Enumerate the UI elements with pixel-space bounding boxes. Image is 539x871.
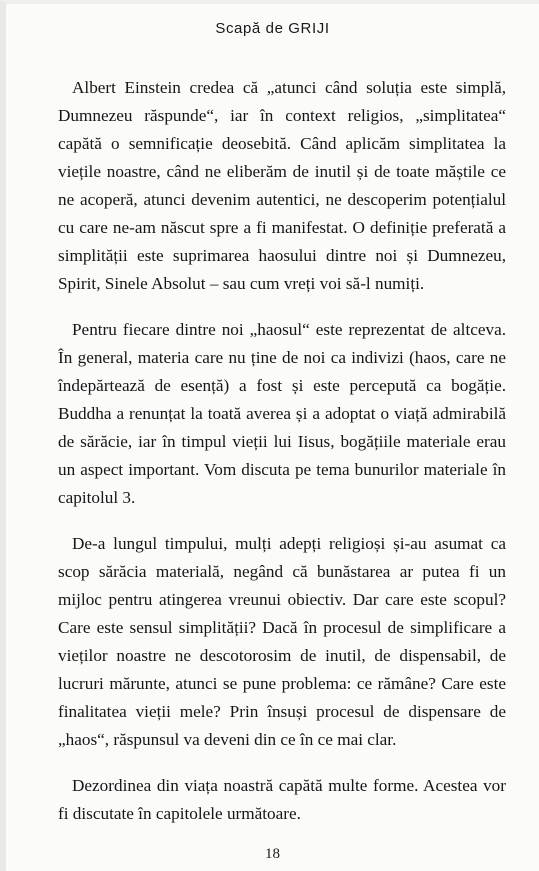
body-text [58,74,506,846]
paragraph-4: Dezordinea din viața noastră capătă multe forme. Acestea vor fi discutate în capitolele următoare. [58,776,506,823]
paragraph-2: Pentru fiecare dintre noi „haosul“ este reprezentat de altceva. În general, materia care nu ține de noi ca indivizi (haos, care ne îndepărtează de esență) a fost și este percepută ca bogăție. Buddha a renunțat la toată averea și a adoptat o viață admirabilă de sărăcie, iar în timpul vieții lui Iisus, bogățiile materiale erau un aspect important. Vom discuta pe tema bunurilor materiale în capitolul 3. [58,320,506,507]
paragraph-1: Albert Einstein credea că „atunci când soluția este simplă, Dumnezeu răspunde“, iar în context religios, „simplitatea“ capătă o semnificație deosebită. Când aplicăm simplitatea la viețile noastre, când ne eliberăm de inutil și de toate măștile ce ne acoperă, atunci devenim autentici, ne descoperim potențialul cu care ne-am născut spre a fi manifestat. O definiție preferată a simplității este suprimarea haosului dintre noi și Dumnezeu, Spirit, Sinele Absolut – sau cum vreți voi să-l numiți. [58,78,506,293]
running-header: Scapă de GRIJI [215,20,330,37]
paragraph-3: De-a lungul timpului, mulți adepți religioși și-au asumat ca scop sărăcia materială, negând că bunăstarea ar putea fi un mijloc pentru atingerea vreunui obiectiv. Dar care este scopul? Care este sensul simplității? Dacă în procesul de simplificare a vieților noastre ne descotorosim de inutil, de dispensabil, de lucruri mărunte, atunci se pune problema: ce rămâne? Care este finalitatea vieții mele? Prin însuși procesul de dispensare de „haos“, răspunsul va deveni din ce în ce mai clar. [58,534,506,749]
page-number: 18 [265,846,280,862]
